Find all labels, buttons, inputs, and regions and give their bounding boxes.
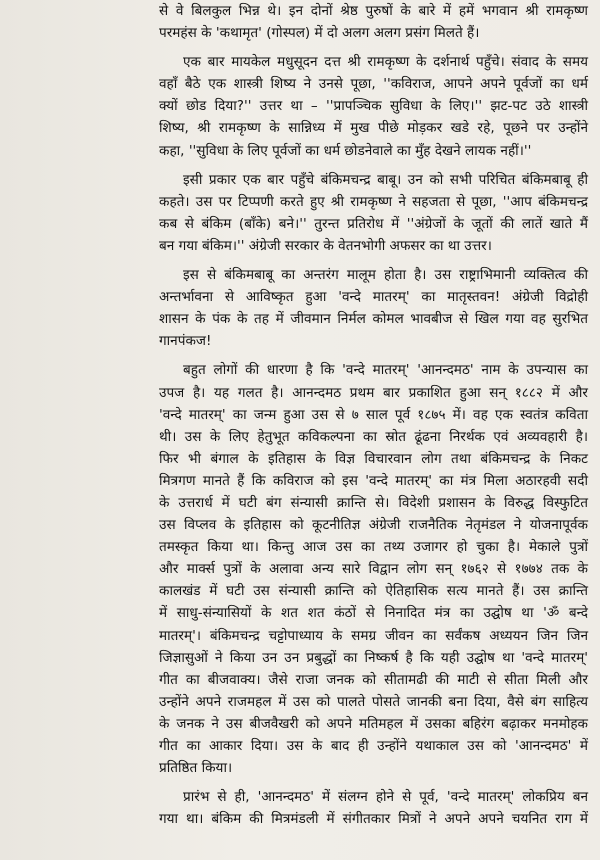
text-line: में साधु-संन्यासियों के शत शत कंठों से निनादित मंत्र का उद्घोष था 'ॐ बन्दे <box>159 605 588 622</box>
text-line: गीत का आकार दिया। उस के बाद ही उन्होंने यथाकाल उस को 'आनन्दमठ' में <box>159 738 588 754</box>
body-text <box>159 0 588 837</box>
text-line: क्यों छोड दिया?'' उत्तर था – ''प्रापञ्चिक सुविधा के लिए।'' झट-पट उठे शास्त्री <box>159 98 588 115</box>
text-line: अन्तर्भावना से आविष्कृत हुआ 'वन्दे मातरम्' का मातृस्तवन! अंग्रेजी विद्रोही <box>159 289 588 306</box>
text-line: कहा, ''सुविधा के लिए पूर्वजों का धर्म छोडनेवाले का मुँह देखने लायक नहीं।'' <box>159 142 532 159</box>
text-line: परमहंस के 'कथामृत' (गोस्पल) में दो अलग अलग प्रसंग मिलते हैं। <box>159 25 480 42</box>
text-line: फिर भी बंगाल के इतिहास के विज्ञ विचारवान लोग तथा बंकिमचन्द्र के निकट <box>159 450 588 467</box>
text-line: उपज है। यह गलत है। आनन्दमठ प्रथम बार प्रकाशित हुआ सन् १८८२ में और <box>159 384 588 401</box>
page-margin <box>0 0 150 860</box>
paragraph-6 <box>159 786 588 830</box>
paragraph-5 <box>159 359 588 779</box>
paragraph-3 <box>159 169 588 257</box>
text-line: बहुत लोगों की धारणा है कि 'वन्दे मातरम्' 'आनन्दमठ' नाम के उपन्यास का <box>183 362 588 379</box>
text-line: के जनक ने उस बीजवैखरी को अपने मतिमहल में उसका बहिरंग बढ़ाकर मनमोहक <box>159 715 588 732</box>
text-line: मित्रगण मानते हैं कि कविराज को इस 'वन्दे मातरम्' का मंत्र मिला अठारहवी सदी <box>159 472 588 489</box>
paragraph-2 <box>159 51 588 161</box>
text-line: प्रतिष्ठित किया। <box>159 760 233 777</box>
text-line: के उत्तरार्ध में घटी बंग संन्यासी क्रान्ति से। विदेशी प्रशासन के विरुद्ध विस्फुटित <box>159 494 588 511</box>
text-line: गानपंकज! <box>159 333 212 350</box>
text-line: प्रारंभ से ही, 'आनन्दमठ' में संलग्न होने से पूर्व, 'वन्दे मातरम्' लोकप्रिय बन <box>183 789 588 806</box>
text-line: तमस्कृत किया था। किन्तु आज उस का तथ्य उजागर हो चुका है। मेकाले पुत्रों <box>159 539 588 556</box>
text-line: थी। उस के लिए हेतुभूत कविकल्पना का स्रोत ढूंढना निरर्थक एवं अव्यवहारी है। <box>159 428 588 445</box>
text-line: गीत का बीजवाक्य। जैसे राजा जनक को सीतामढी की माटी से सीता मिली और <box>159 671 588 688</box>
text-line: कब से बंकिम (बाँके) बने।'' तुरन्त प्रतिरोध में ''अंग्रेजों के जूतों की लातें खाते मैं <box>159 215 588 232</box>
paragraph-4 <box>159 264 588 352</box>
text-line: उस विप्लव के इतिहास को कूटनीतिज्ञ अंग्रेजी राजनैतिक नेतृमंडल ने योजनापूर्वक <box>159 517 588 534</box>
text-line: बन गया बंकिम।'' अंग्रेजी सरकार के वेतनभोगी अफसर का था उत्तर। <box>159 237 492 254</box>
text-line: शिष्य, श्री रामकृष्ण के सान्निध्य में मुख पीछे मोड़कर खडे रहे, पूछने पर उन्होंने <box>159 120 588 137</box>
text-line: गया था। बंकिम की मित्रमंडली में संगीतकार मित्रों ने अपने अपने चयनित राग में <box>159 811 588 828</box>
text-line: मातरम्'। बंकिमचन्द्र चट्टोपाध्याय के समग्र जीवन का सर्वंकष अध्ययन जिन जिन <box>159 627 588 644</box>
paragraph-1 <box>159 0 588 44</box>
text-line: कहते। उस पर टिप्पणी करते हुए श्री रामकृष्ण ने सहजता से पूछा, ''आप बंकिमचन्द्र <box>159 193 588 210</box>
text-line: इसी प्रकार एक बार पहुँचे बंकिमचन्द्र बाबू। उन को सभी परिचित बंकिमबाबू ही <box>183 171 588 188</box>
text-line: वहाँ बैठे एक शास्त्री शिष्य ने उनसे पूछा, ''कविराज, आपने अपने पूर्वजों का धर्म <box>159 76 588 93</box>
text-line: इस से बंकिमबाबू का अन्तरंग मालूम होता है। उस राष्ट्राभिमानी व्यक्तित्व की <box>183 267 588 284</box>
text-line: जिज्ञासुओं ने किया उन उन प्रबुद्धों का निष्कर्ष है कि यही उद्घोष था 'वन्दे मातरम्' <box>159 649 588 666</box>
text-line: 'वन्दे मातरम्' का जन्म हुआ उस से ७ साल पूर्व १८७५ में। वह एक स्वतंत्र कविता <box>159 406 588 423</box>
text-line: कालखंड में घटी उस संन्यासी क्रान्ति को ऐतिहासिक सत्य मानते हैं। उस क्रान्ति <box>159 583 588 600</box>
text-line: एक बार मायकेल मधुसूदन दत्त श्री रामकृष्ण के दर्शनार्थ पहुँचे। संवाद के समय <box>183 54 588 71</box>
text-line: से वे बिलकुल भिन्न थे। इन दोनों श्रेष्ठ पुरुषों के बारे में हमें भगवान श्री रामकृष्ण <box>159 3 588 19</box>
text-line: उन्होंने अपने राजमहल में उस को पालते पोसते जानकी बना दिया, वैसे बंग साहित्य <box>159 693 588 710</box>
text-line: शासन के पंक के तह में जीवमान निर्मल कोमल भावबीज से खिल गया वह सुरभित <box>159 311 588 328</box>
text-line: और मार्क्स पुत्रों के अलावा अन्य सारे विद्वान लोग सन् १७६२ से १७७४ तक के <box>159 561 588 578</box>
